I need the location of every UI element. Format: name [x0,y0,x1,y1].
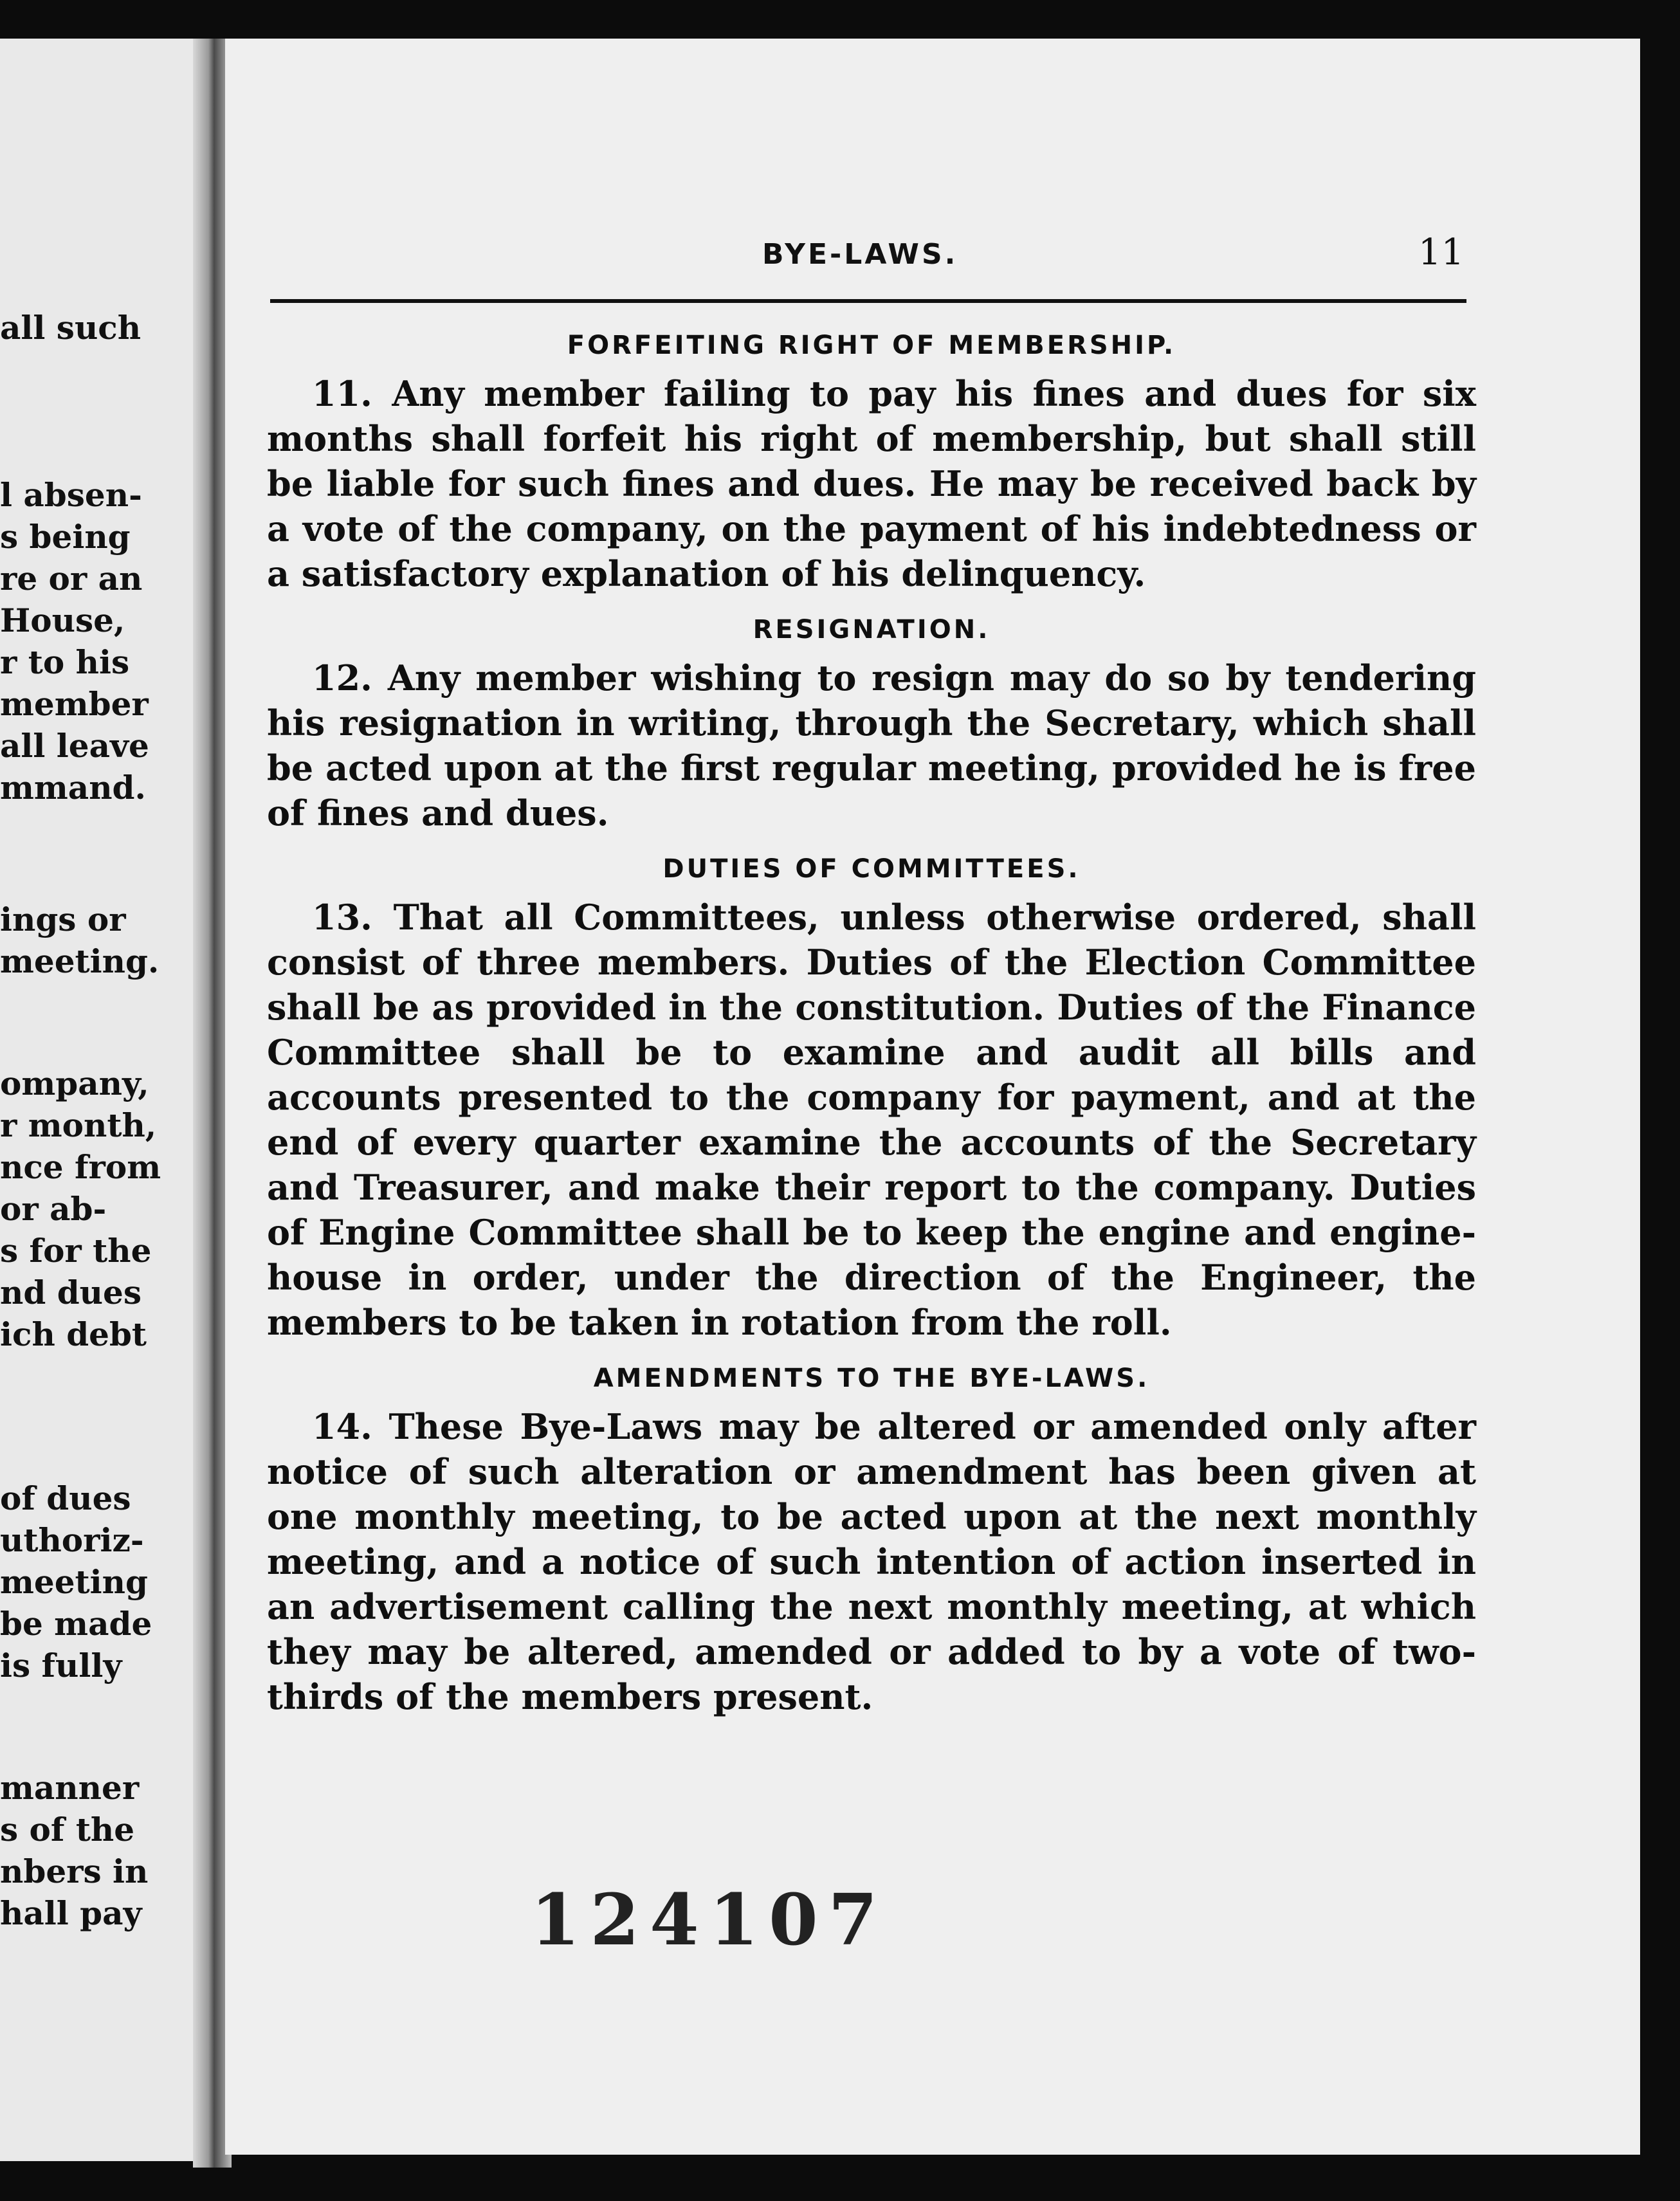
facing-page-line: ompany, [0,1064,149,1102]
section-paragraph: 11. Any member failing to pay his fines and dues for six months shall forfeit his right of membership, but shall still be liable for such fines and dues. He may be received back by a vote of the company, on the payment of his indebtedness or a satisfactory explanation of his delinquency. [267,373,1476,594]
facing-page-line: all such [0,309,142,347]
facing-page-line: s of the [0,1811,135,1849]
facing-page-line: member [0,685,149,723]
facing-page-line: s being [0,518,131,556]
section-heading: RESIGNATION. [753,615,991,644]
facing-page-line: ings or [0,900,126,938]
facing-page-line: nce from [0,1148,161,1186]
section-heading: DUTIES OF COMMITTEES. [662,854,1081,884]
facing-page-line: or ab- [0,1190,107,1228]
facing-page-line: re or an [0,560,143,598]
facing-page-line: l absen- [0,476,142,514]
facing-page-line: r to his [0,643,130,681]
section-heading: AMENDMENTS TO THE BYE-LAWS. [593,1364,1150,1393]
stamp-number: 124107 [531,1878,888,1961]
page [225,39,1640,2155]
facing-page-line: meeting. [0,942,160,980]
header-rule [270,299,1466,303]
facing-page [0,39,212,2161]
page-number: 11 [1418,232,1465,273]
section-heading: FORFEITING RIGHT OF MEMBERSHIP. [567,331,1176,360]
facing-page-line: all leave [0,727,149,765]
facing-page-line: uthoriz- [0,1521,144,1559]
facing-page-line: meeting [0,1563,148,1601]
facing-page-line: nbers in [0,1852,149,1890]
running-head: BYE-LAWS. [762,238,958,271]
facing-page-line: nd dues [0,1274,142,1311]
facing-page-line: mmand. [0,769,146,807]
facing-page-line: manner [0,1769,140,1807]
page-header [225,232,1640,283]
facing-page-line: r month, [0,1106,157,1144]
facing-page-line: House, [0,601,125,639]
section-paragraph: 12. Any member wishing to resign may do so by tendering his resignation in writing, through the Secretary, which shall be acted upon at the first regular meeting, provided he is free of fines and dues. [267,657,1476,834]
section-paragraph: 14. These Bye-Laws may be altered or amended only after notice of such alteration or amendment has been given at one monthly meeting, to be acted upon at the next monthly meeting, and a notice of such intention of action inserted in an advertisement calling the next monthly meeting, at which they may be altered, amended or added to by a vote of two-thirds of the members present. [267,1406,1476,1717]
facing-page-line: ich debt [0,1315,147,1353]
facing-page-line: of dues [0,1479,131,1517]
facing-page-line: is fully [0,1647,122,1685]
section-paragraph: 13. That all Committees, unless otherwise ordered, shall consist of three members. Duties of the Election Committee shall be as provided in the constitution. Duties of the Finance Committee shall be to examine and audit all bills and accounts presented to the company for payment, and at the end of every quarter examine the accounts of the Secretary and Treasurer, and make their report to the company. Duties of Engine Committee shall be to keep the engine and engine-house in order, under the direction of the Engineer, the members to be taken in rotation from the roll. [267,897,1476,1343]
facing-page-line: be made [0,1605,152,1643]
facing-page-line: hall pay [0,1894,142,1932]
page-body [267,312,1476,1719]
facing-page-line: s for the [0,1232,152,1270]
